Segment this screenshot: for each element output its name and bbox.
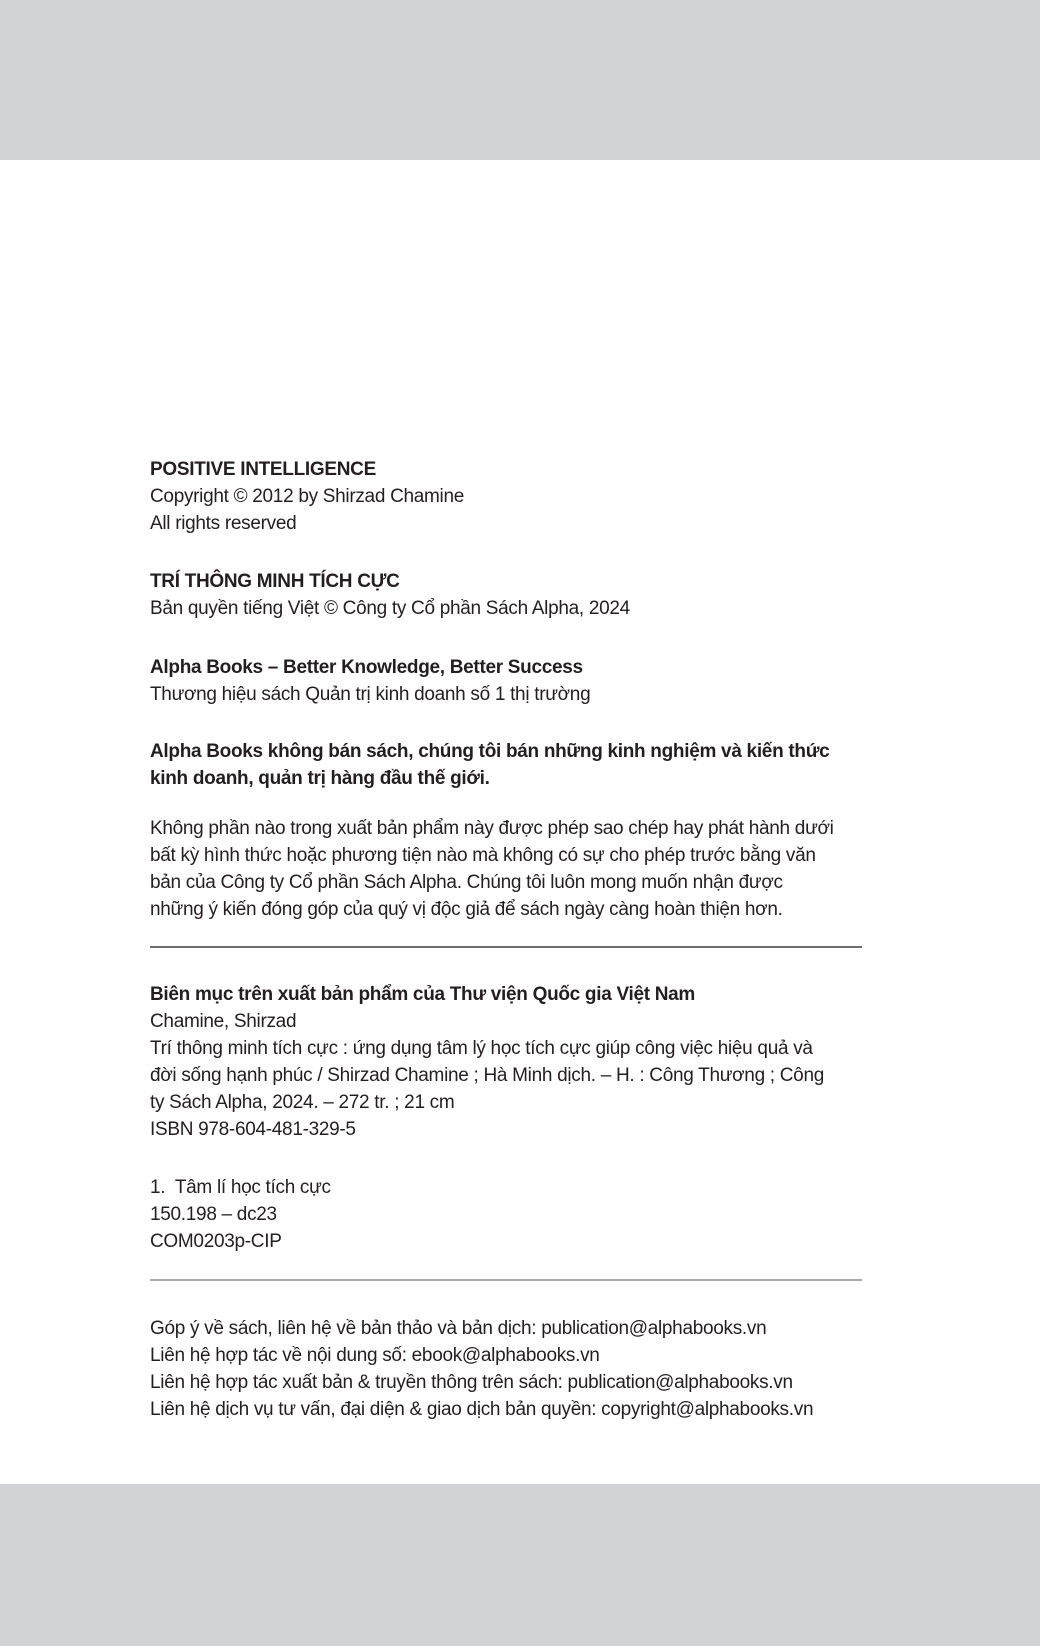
cip-heading: Biên mục trên xuất bản phẩm của Thư viện Quốc gia Việt Nam (150, 984, 696, 1005)
brand-tagline: Thương hiệu sách Quản trị kinh doanh số 1 thị trường (150, 684, 591, 705)
rights-reserved-line: All rights reserved (150, 513, 297, 534)
vietnamese-copyright-line: Bản quyền tiếng Việt © Công ty Cổ phần Sách Alpha, 2024 (150, 598, 630, 619)
page-content (150, 0, 834, 1423)
brand-title: Alpha Books – Better Knowledge, Better Success (150, 657, 583, 678)
contact-feedback: Góp ý về sách, liên hệ về bản thảo và bản dịch: publication@alphabooks.vn (150, 1318, 767, 1339)
contact-copyright-services: Liên hệ dịch vụ tư vấn, đại diện & giao dịch bản quyền: copyright@alphabooks.vn (150, 1399, 814, 1420)
cip-author: Chamine, Shirzad (150, 1011, 297, 1032)
cip-subject: 1. Tâm lí học tích cực (150, 1177, 331, 1198)
cip-isbn: ISBN 978-604-481-329-5 (150, 1119, 356, 1140)
vietnamese-edition-block (150, 568, 834, 622)
cip-classification-block (150, 1174, 834, 1255)
contact-digital: Liên hệ hợp tác về nội dung số: ebook@alphabooks.vn (150, 1345, 600, 1366)
vietnamese-title: TRÍ THÔNG MINH TÍCH CỰC (150, 571, 400, 592)
cip-ddc: 150.198 – dc23 (150, 1204, 277, 1225)
contacts-block (150, 1315, 834, 1423)
original-copyright-block (150, 456, 834, 537)
brand-block (150, 654, 834, 708)
cip-code: COM0203p-CIP (150, 1231, 282, 1252)
rights-notice-block (150, 815, 834, 923)
slogan-block (150, 738, 834, 792)
contact-publishing: Liên hệ hợp tác xuất bản & truyền thông trên sách: publication@alphabooks.vn (150, 1372, 793, 1393)
slogan-text: Alpha Books không bán sách, chúng tôi bán những kinh nghiệm và kiến thức kinh doanh, quản trị hàng đầu thế giới. (150, 741, 830, 789)
cip-block (150, 981, 834, 1143)
original-title: POSITIVE INTELLIGENCE (150, 459, 376, 480)
bottom-gray-band (0, 1484, 1040, 1646)
cip-description: Trí thông minh tích cực : ứng dụng tâm lý học tích cực giúp công việc hiệu quả và đời sống hạnh phúc / Shirzad Chamine ; Hà Minh dịch. – H. : Công Thương ; Công ty Sách Alpha, 2024. – 272 tr. ; 21 cm (150, 1038, 824, 1113)
divider-top (150, 946, 862, 948)
original-copyright-line: Copyright © 2012 by Shirzad Chamine (150, 486, 465, 507)
rights-notice-text: Không phần nào trong xuất bản phẩm này được phép sao chép hay phát hành dưới bất kỳ hình thức hoặc phương tiện nào mà không có sự cho phép trước bằng văn bản của Công ty Cổ phần Sách Alpha. Chúng tôi luôn mong muốn nhận được những ý kiến đóng góp của quý vị độc giả để sách ngày càng hoàn thiện hơn. (150, 818, 834, 920)
divider-bottom (150, 1279, 862, 1281)
